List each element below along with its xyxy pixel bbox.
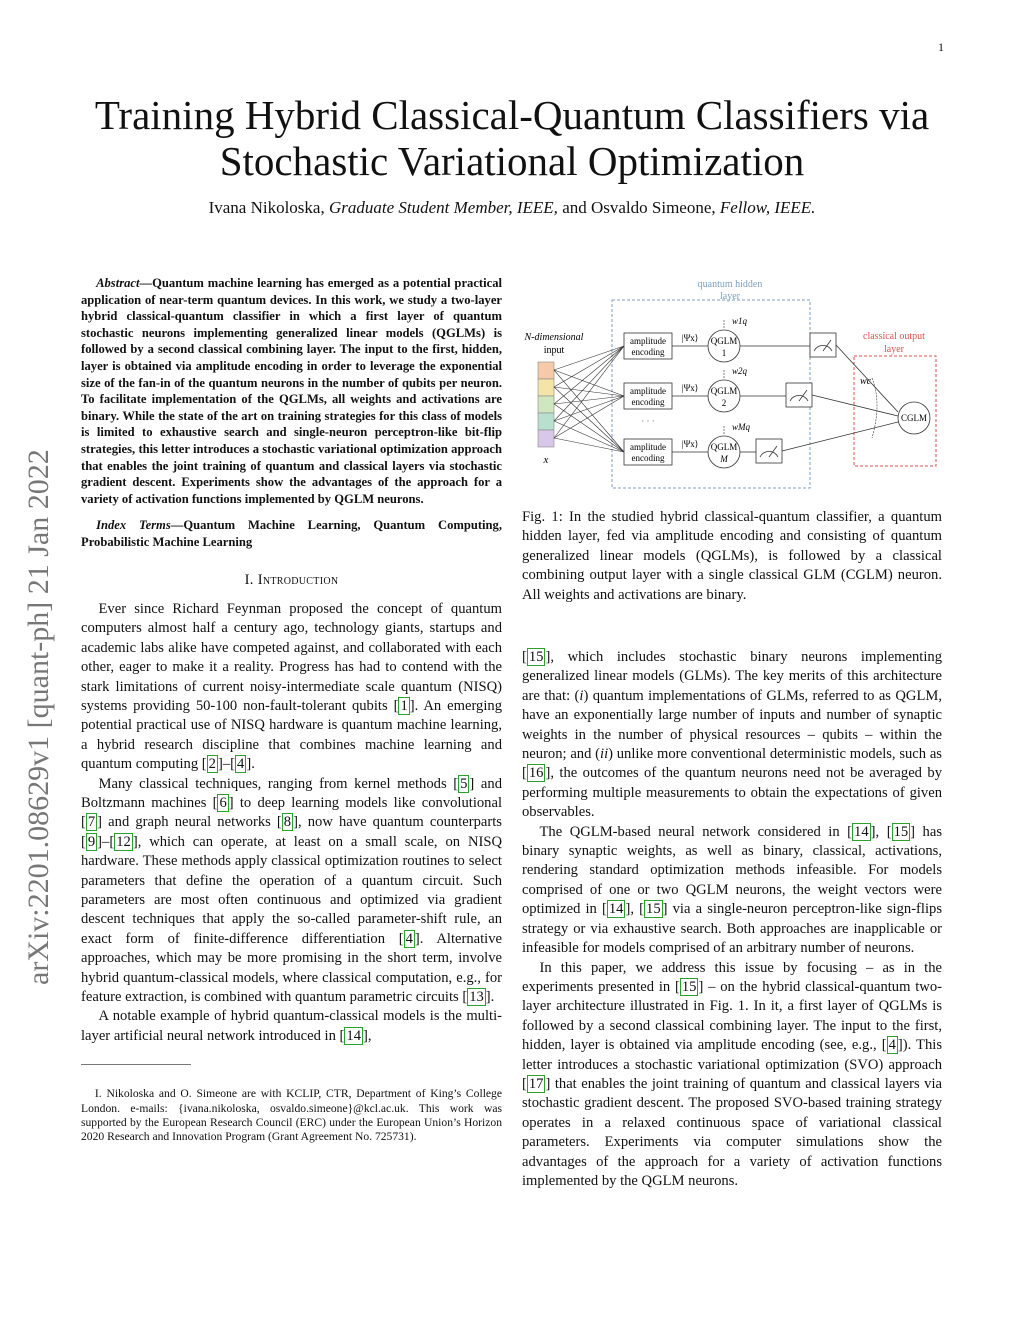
input-cell: [538, 396, 554, 413]
input-cell: [538, 430, 554, 447]
output-layer-label: classical output: [863, 331, 925, 342]
citation-link[interactable]: 5: [460, 775, 468, 792]
index-terms-text: —Quantum Machine Learning, Quantum Computing, Probabilistic Machine Learning: [81, 518, 503, 549]
abstract: [81, 275, 502, 507]
architecture-figure: [520, 278, 944, 490]
abstract-label: Abstract: [96, 276, 140, 290]
citation-link[interactable]: 15: [681, 978, 697, 995]
citation-link[interactable]: 6: [219, 794, 227, 811]
page-number: 1: [938, 40, 944, 54]
svg-text:QGLM: QGLM: [710, 442, 738, 452]
citation-link[interactable]: 12: [116, 833, 131, 850]
citation-link[interactable]: 15: [646, 901, 661, 918]
paper-title: [70, 92, 954, 184]
intro-paragraph-1: Ever since Richard Feynman proposed the concept of quantum computers almost half a century ago, technology giants, startups and academic labs alike have competed against, and collaborated with each other, eager to make it a reality. Progress has had to contend with the stark limitations of current noisy-intermediate scale quantum (NISQ) systems providing 50-100 non-fault-tolerant qubits [ 1 ]. An emerging potential practical use of NISQ hardware is quantum machine learning, a hybrid research discipline that combines machine learning and quantum computing [ 2 ]–[ 4 ].: [81, 600, 502, 773]
svg-text:|Ψx⟩: |Ψx⟩: [681, 439, 699, 449]
citation-link[interactable]: 14: [854, 823, 869, 840]
arxiv-stamp: [8, 300, 68, 990]
citation-link[interactable]: 1: [400, 697, 408, 714]
title-line-1: Training Hybrid Classical-Quantum Classifiers via: [94, 92, 930, 138]
qglm-neuron-2: [624, 366, 786, 412]
citation-link[interactable]: 16: [528, 765, 544, 782]
author-line: [70, 198, 954, 218]
svg-text:QGLM: QGLM: [710, 336, 738, 346]
neuron-ellipsis: · · ·: [641, 416, 655, 426]
citation-link[interactable]: 7: [87, 814, 96, 831]
citation-link[interactable]: 8: [283, 814, 292, 831]
author-conjunction: and Osvaldo Simeone,: [557, 198, 720, 217]
index-terms: [81, 517, 502, 550]
citation-link[interactable]: 4: [888, 1037, 896, 1054]
title-line-2: Stochastic Variational Optimization: [219, 138, 805, 184]
input-cell: [538, 362, 554, 379]
input-label: N-dimensional: [524, 332, 584, 343]
cglm-label: CGLM: [900, 413, 928, 423]
index-terms-label: Index Terms: [96, 518, 171, 533]
hidden-layer-label: quantum hidden: [697, 279, 763, 290]
svg-text:2: 2: [721, 398, 727, 408]
svg-text:encoding: encoding: [631, 347, 665, 357]
intro-paragraph-2: Many classical techniques, ranging from kernel methods [ 5 ] and Boltzmann machines [ 6 ] to deep learning models like convolutional [ 7 ] and graph neural networks [ 8 ], now have quantum counterparts [ 9 ]–[ 12 ], which can operate, at least on a small scale, on NISQ hardware. These methods apply classical optimization routines to select parameters that define the operation of a quantum circuit. Such parameters are most often continuous and optimized via gradient descent techniques that apply the so-called parameter-shift rule, an exact form of finite-difference differentiation [ 4 ]. Alternative approaches, which may be more promising in the short term, involve hybrid quantum-classical models, where classical computation, e.g., for feature extraction, is combined with quantum parametric circuits [ 13 ].: [81, 775, 503, 1006]
citation-link[interactable]: 17: [528, 1075, 544, 1092]
footnote-rule: [81, 1064, 191, 1065]
svg-text:encoding: encoding: [631, 453, 665, 463]
svg-text:QGLM: QGLM: [710, 386, 738, 396]
author-1-role: Graduate Student Member, IEEE,: [328, 198, 558, 217]
input-cell: [538, 379, 554, 396]
right-column: [522, 648, 942, 1191]
svg-text:M: M: [720, 454, 728, 464]
qglm-neuron-1: [624, 316, 810, 362]
svg-text:|Ψx⟩: |Ψx⟩: [681, 333, 699, 343]
input-vector: [538, 362, 554, 447]
citation-link[interactable]: 14: [346, 1027, 361, 1044]
svg-text:encoding: encoding: [631, 397, 665, 407]
svg-text:|Ψx⟩: |Ψx⟩: [681, 383, 699, 393]
input-cell: [538, 413, 554, 430]
input-label: input: [543, 345, 565, 356]
svg-text:amplitude: amplitude: [630, 386, 666, 396]
output-layer-label: layer: [884, 344, 904, 355]
svg-text:w1q: w1q: [732, 316, 748, 326]
right-paragraph-2: The QGLM-based neural network considered in [ 14 ], [ 15 ] has binary synaptic weights, as well as binary, classical, activations, rendering standard optimization methods infeasible. For models comprised of one or two QGLM neurons, the weight vectors were optimized in [ 14 ], [ 15 ] via a single-neuron perceptron-like sign-flips strategy or via exhaustive search. Both approaches are inapplicable or infeasible for models comprised of an arbitrary number of neurons.: [522, 823, 942, 957]
svg-text:w2q: w2q: [732, 366, 748, 376]
citation-link[interactable]: 9: [87, 833, 96, 850]
citation-link[interactable]: 4: [405, 930, 413, 947]
arxiv-id: arXiv:2201.08629v1 [quant-ph] 21 Jan 2022: [22, 449, 55, 985]
svg-text:amplitude: amplitude: [630, 442, 666, 452]
qglm-neuron-m: [624, 422, 756, 468]
section-heading-introduction: I. Introduction: [244, 571, 339, 588]
citation-link[interactable]: 2: [208, 756, 216, 773]
right-paragraph-3: In this paper, we address this issue by focusing – as in the experiments presented in [ 15 ] – on the hybrid classical-quantum two-layer architecture illustrated in Fig. 1. In it, a first layer of QGLMs is followed by a second classical combining layer. The input to the first, hidden, layer is obtained via amplitude encoding (see, e.g., [ 4 ]). This letter introduces a stochastic variational optimization (SVO) approach [ 17 ] that enables the joint training of quantum and classical layers via stochastic gradient descent. The proposed SVO-based training strategy operates in a relaxed continuous space of variational classical parameters. Experiments via computer simulations show the advantages of the approach for a variety of activation functions implemented by the QGLM neurons.: [522, 959, 942, 1189]
left-column: [81, 275, 502, 1145]
svg-text:wMq: wMq: [732, 422, 750, 432]
svg-text:1: 1: [721, 348, 727, 358]
input-x-label: x: [543, 454, 549, 466]
citation-link[interactable]: 13: [469, 989, 484, 1006]
intro-paragraph-3: A notable example of hybrid quantum-classical models is the multi-layer artificial neural network introduced in [ 14 ],: [81, 1008, 502, 1044]
author-2-role: Fellow, IEEE.: [719, 198, 816, 217]
abstract-text: —Quantum machine learning has emerged as a potential practical application of near-term quantum devices. In this work, we study a two-layer hybrid classical-quantum classifier in which a first layer of quantum stochastic neurons implementing generalized linear models (QGLMs) is followed by a second classical combining layer. The input to the first, hidden, layer is obtained via amplitude encoding in order to leverage the exponential size of the fan-in of the quantum neurons in the number of qubits per neuron. To facilitate implementation of the QGLMs, all weights and activations are binary. While the state of the art on training strategies for this class of models is limited to exhaustive search and single-neuron perceptron-like bit-flip strategies, this letter introduces a stochastic variational optimization approach that enables the joint training of quantum and classical layers via stochastic gradient descent. Experiments show the advantages of the approach for a variety of activation functions implemented by QGLM neurons.: [81, 276, 502, 506]
citation-link[interactable]: 14: [608, 901, 624, 918]
fan-in-connections: [554, 346, 624, 452]
citation-link[interactable]: 15: [893, 823, 909, 840]
wc-label: wc: [860, 376, 872, 387]
svg-text:amplitude: amplitude: [630, 336, 666, 346]
hidden-layer-label: layer: [720, 291, 740, 302]
footnote: I. Nikoloska and O. Simeone are with KCLIP, CTR, Department of King’s College London. e-mails: {ivana.nikoloska, osvaldo.simeone}@kcl.ac.uk. This work was supported by the European Research Council (ERC) under the European Union’s Horizon 2020 Research and Innovation Program (Grant Agreement No. 725731).: [81, 1087, 502, 1144]
figure-caption: Fig. 1: In the studied hybrid classical-quantum classifier, a quantum hidden layer, fed via amplitude encoding and consisting of quantum generalized linear models (QGLMs), is followed by a classical combining output layer with a single classical GLM (CGLM) neuron. All weights and activations are binary.: [522, 509, 942, 603]
right-paragraph-1: [ 15 ], which includes stochastic binary neurons implementing generalized linear models (GLMs). The key merits of this architecture are that: (i) quantum implementations of GLMs, referred to as QGLM, have an exponentially large number of inputs and number of synaptic weights in the number of physical resources – qubits – within the neuron; and (ii) unlike more conventional deterministic models, such as [ 16 ], the outcomes of the quantum neurons need not be averaged by performing multiple measurements to obtain the expectations of given observables.: [522, 649, 942, 821]
citation-link[interactable]: 4: [237, 756, 245, 773]
citation-link[interactable]: 15: [528, 649, 544, 665]
author-1-name: Ivana Nikoloska,: [208, 198, 329, 217]
